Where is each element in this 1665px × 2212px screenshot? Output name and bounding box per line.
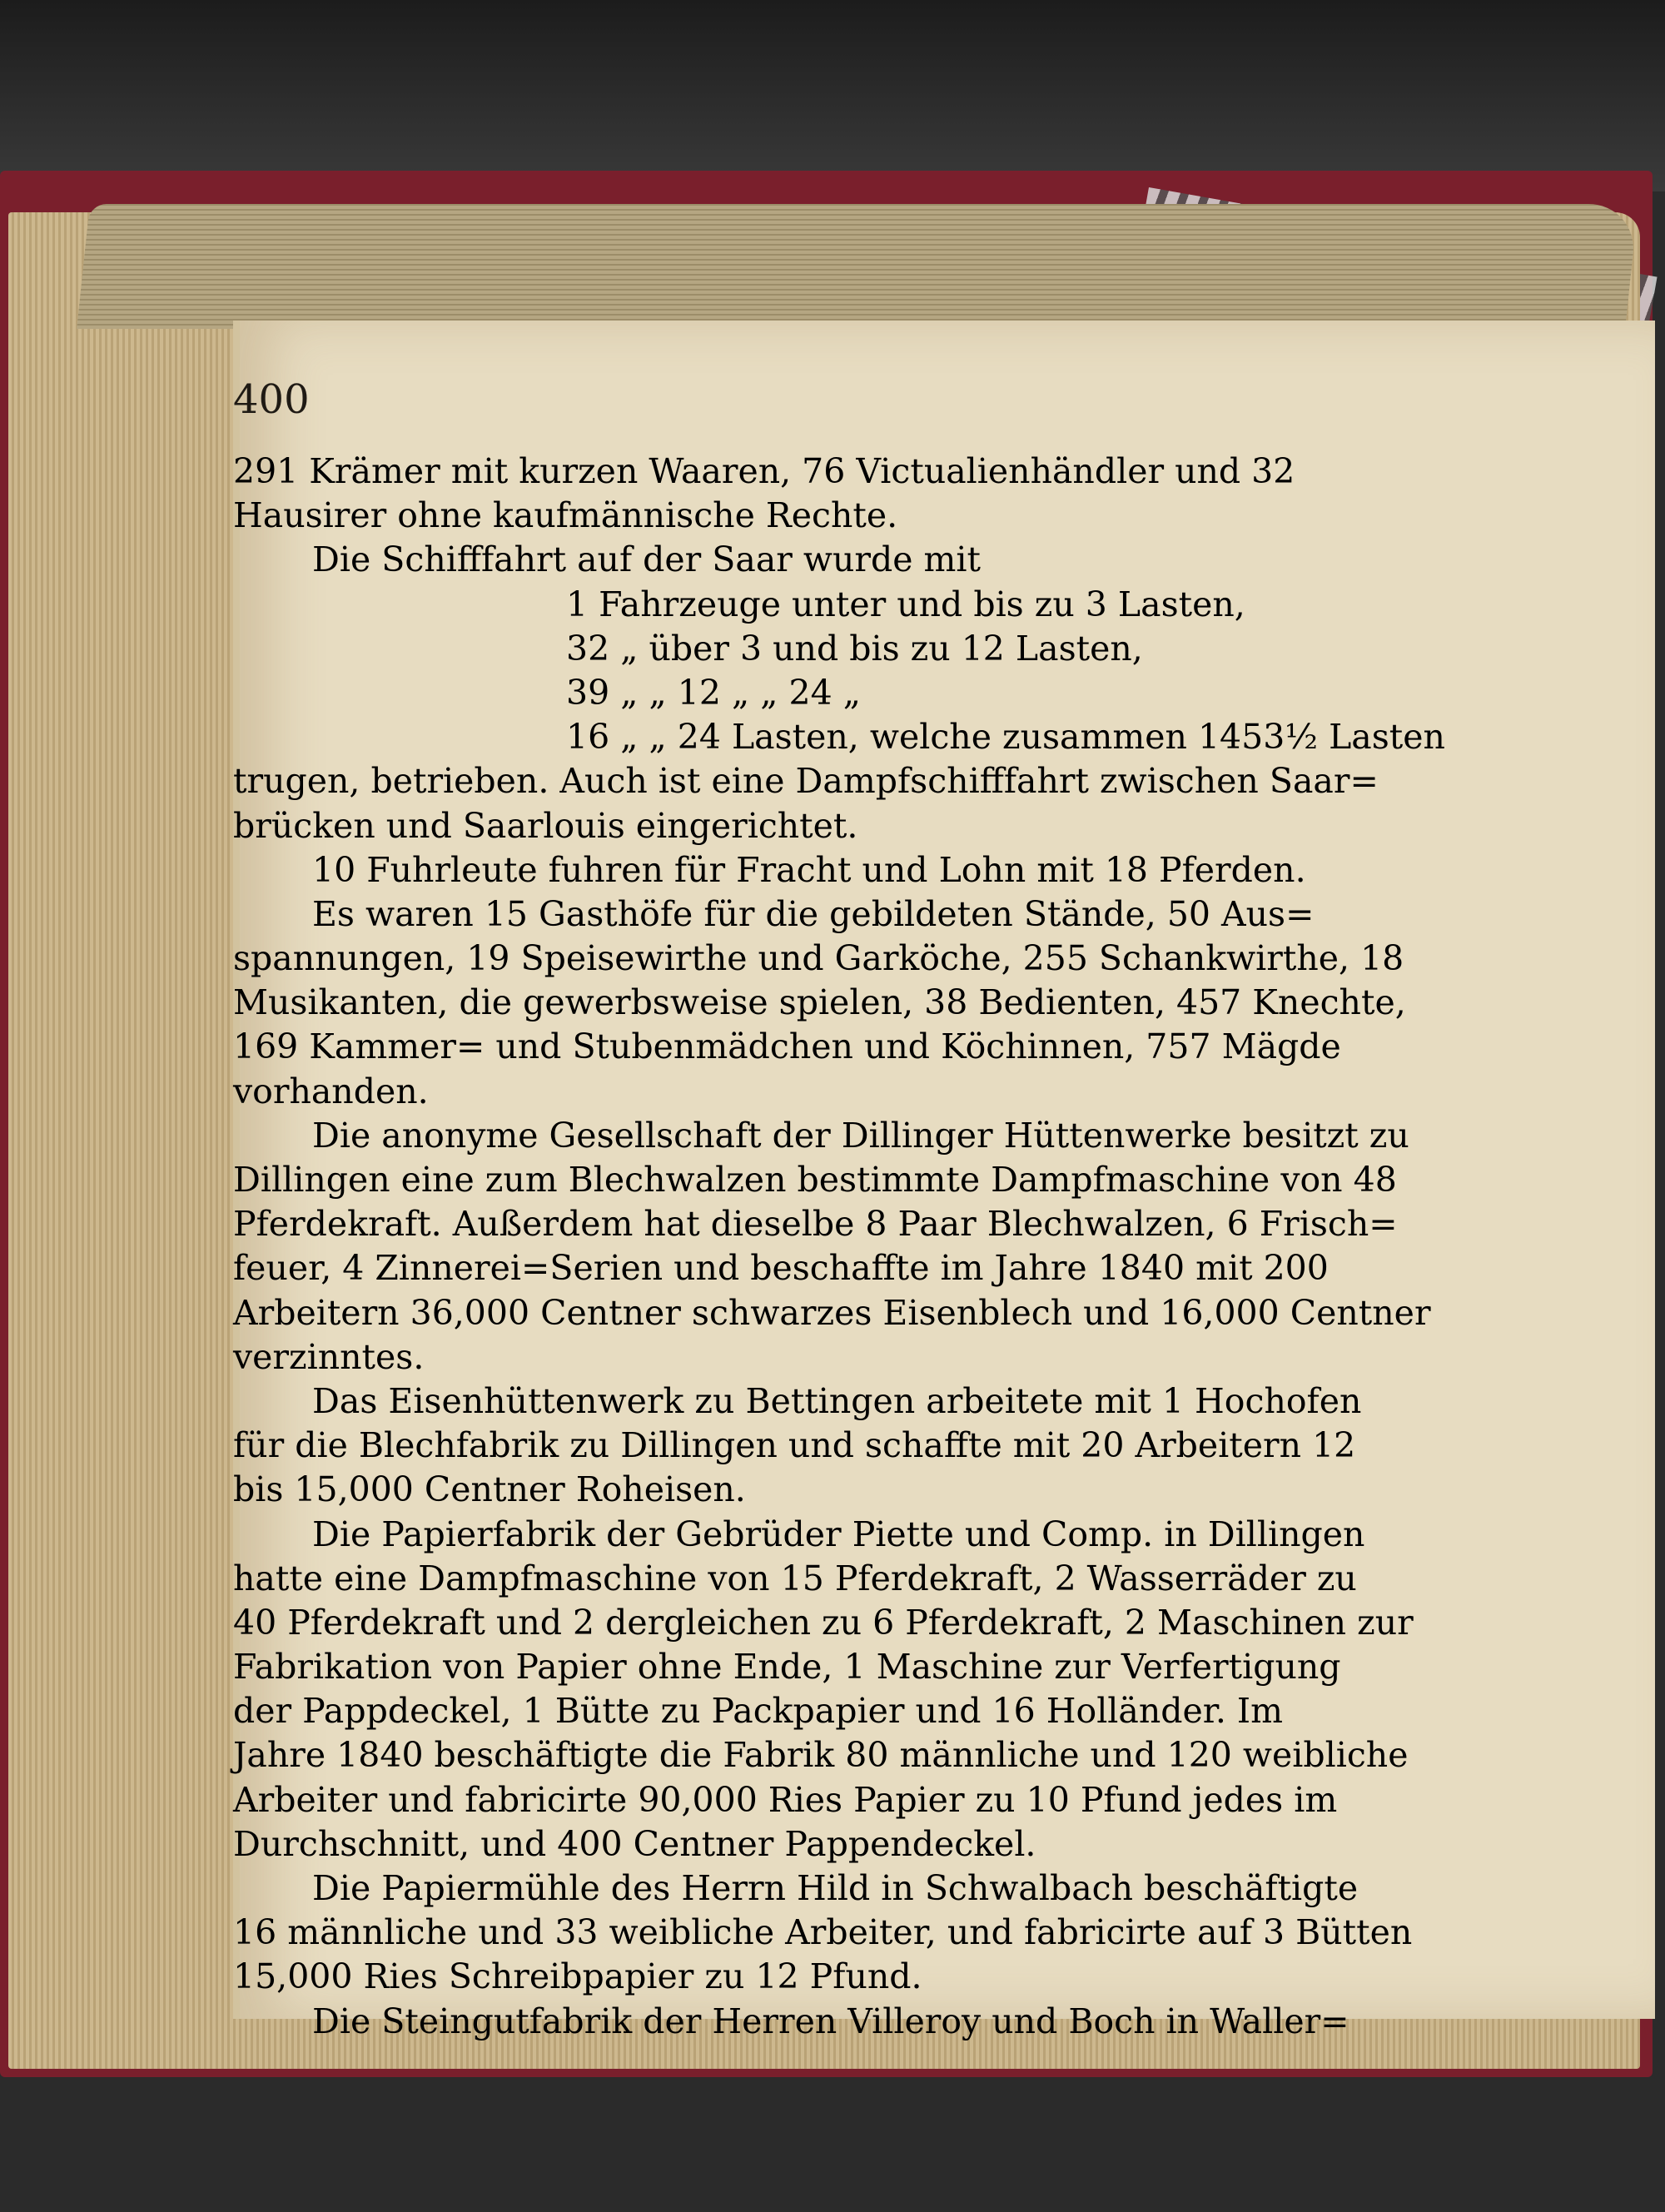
text-line: 39 „ „ 12 „ „ 24 „ xyxy=(566,672,861,713)
text-line: 40 Pferdekraft und 2 dergleichen zu 6 Pferdekraft, 2 Maschinen zur xyxy=(233,1602,1414,1643)
text-line: Die anonyme Gesellschaft der Dillinger Hüttenwerke besitzt zu xyxy=(312,1115,1409,1156)
text-line: 291 Krämer mit kurzen Waaren, 76 Victualienhändler und 32 xyxy=(233,451,1295,491)
text-line: 169 Kammer= und Stubenmädchen und Köchinnen, 757 Mägde xyxy=(233,1026,1341,1067)
text-line: 1 Fahrzeuge unter und bis zu 3 Lasten, xyxy=(566,584,1245,624)
text-line: spannungen, 19 Speisewirthe und Garköche, 255 Schankwirthe, 18 xyxy=(233,938,1404,979)
text-line: brücken und Saarlouis eingerichtet. xyxy=(233,805,858,846)
text-line: hatte eine Dampfmaschine von 15 Pferdekraft, 2 Wasserräder zu xyxy=(233,1558,1357,1598)
text-line: 10 Fuhrleute fuhren für Fracht und Lohn mit 18 Pferden. xyxy=(312,849,1306,890)
text-line: 15,000 Ries Schreibpapier zu 12 Pfund. xyxy=(233,1956,922,1997)
text-line: trugen, betrieben. Auch ist eine Dampfschifffahrt zwischen Saar= xyxy=(233,761,1379,802)
background-top xyxy=(0,0,1665,191)
text-line: Dillingen eine zum Blechwalzen bestimmte Dampfmaschine von 48 xyxy=(233,1160,1397,1200)
text-line: Es waren 15 Gasthöfe für die gebildeten Stände, 50 Aus= xyxy=(312,893,1315,934)
text-line: Die Steingutfabrik der Herren Villeroy und Boch in Waller= xyxy=(312,2001,1349,2041)
text-line: Arbeiter und fabricirte 90,000 Ries Papier zu 10 Pfund jedes im xyxy=(233,1779,1338,1820)
text-line: 16 männliche und 33 weibliche Arbeiter, und fabricirte auf 3 Bütten xyxy=(233,1912,1413,1953)
text-line: Die Papiermühle des Herrn Hild in Schwalbach beschäftigte xyxy=(312,1868,1359,1908)
page-edges xyxy=(77,204,1638,329)
text-line: der Pappdeckel, 1 Bütte zu Packpapier und 16 Holländer. Im xyxy=(233,1691,1284,1732)
text-line: Hausirer ohne kaufmännische Rechte. xyxy=(233,495,898,536)
text-line: Durchschnitt, und 400 Centner Pappendeckel. xyxy=(233,1823,1036,1864)
page-number: 400 xyxy=(233,376,310,423)
text-line: Die Schifffahrt auf der Saar wurde mit xyxy=(312,539,982,580)
text-line: vorhanden. xyxy=(233,1071,429,1111)
text-line: Pferdekraft. Außerdem hat dieselbe 8 Paar Blechwalzen, 6 Frisch= xyxy=(233,1204,1398,1245)
text-line: verzinntes. xyxy=(233,1336,425,1377)
text-line: Das Eisenhüttenwerk zu Bettingen arbeitete mit 1 Hochofen xyxy=(312,1380,1362,1421)
text-line: Arbeitern 36,000 Centner schwarzes Eisenblech und 16,000 Centner xyxy=(233,1292,1431,1333)
text-line: für die Blechfabrik zu Dillingen und schaffte mit 20 Arbeitern 12 xyxy=(233,1425,1356,1466)
text-line: 16 „ „ 24 Lasten, welche zusammen 1453½ Lasten xyxy=(566,717,1445,758)
text-line: Die Papierfabrik der Gebrüder Piette und Comp. in Dillingen xyxy=(312,1514,1365,1554)
text-line: Musikanten, die gewerbsweise spielen, 38 Bedienten, 457 Knechte, xyxy=(233,982,1406,1023)
text-line: bis 15,000 Centner Roheisen. xyxy=(233,1469,746,1510)
text-line: 32 „ über 3 und bis zu 12 Lasten, xyxy=(566,628,1143,669)
page-text xyxy=(233,450,1540,2044)
text-line: feuer, 4 Zinnerei=Serien und beschaffte im Jahre 1840 mit 200 xyxy=(233,1248,1329,1289)
text-line: Jahre 1840 beschäftigte die Fabrik 80 männliche und 120 weibliche xyxy=(233,1735,1409,1776)
text-line: Fabrikation von Papier ohne Ende, 1 Maschine zur Verfertigung xyxy=(233,1647,1341,1688)
